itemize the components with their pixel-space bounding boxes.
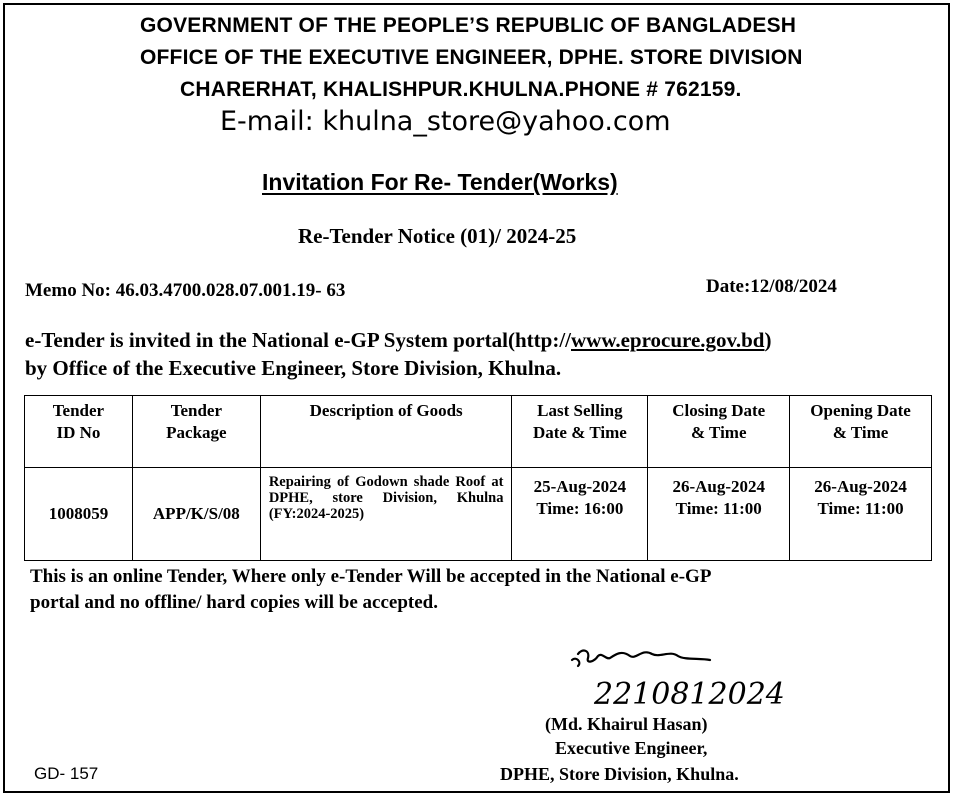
header-opening bbox=[790, 396, 932, 468]
cell-tender-id: 1008059 bbox=[25, 468, 133, 561]
cell-date: 26-Aug-2024 bbox=[672, 477, 765, 496]
header-tender-package bbox=[132, 396, 260, 468]
signature-initial bbox=[572, 659, 579, 666]
header-closing bbox=[648, 396, 790, 468]
eprocure-link[interactable]: www.eprocure.gov.bd bbox=[571, 328, 765, 352]
cell-last-selling bbox=[512, 468, 648, 561]
intro-line-2: by Office of the Executive Engineer, Store Division, Khulna. bbox=[25, 356, 562, 380]
handwritten-signature bbox=[560, 640, 840, 720]
online-notice bbox=[30, 564, 711, 616]
header-tender-id bbox=[25, 396, 133, 468]
table-header-row bbox=[25, 396, 932, 468]
header-text: Opening Date bbox=[810, 401, 911, 420]
page-title: Invitation For Re- Tender(Works) bbox=[262, 169, 618, 195]
cell-opening bbox=[790, 468, 932, 561]
footer-code: GD- 157 bbox=[34, 764, 99, 783]
intro-text: e-Tender is invited in the National e-GP System portal(http:// bbox=[25, 328, 571, 352]
tender-table bbox=[24, 395, 932, 561]
cell-time: Time: 16:00 bbox=[536, 499, 624, 518]
signatory-designation: Executive Engineer, bbox=[555, 738, 708, 758]
signatory-office: DPHE, Store Division, Khulna. bbox=[500, 764, 739, 784]
notice-number: Re-Tender Notice (01)/ 2024-25 bbox=[298, 224, 577, 248]
intro-paren: ) bbox=[764, 328, 772, 352]
header-text: & Time bbox=[832, 423, 889, 442]
header-text: & Time bbox=[690, 423, 747, 442]
header-text: Date & Time bbox=[532, 423, 627, 442]
memo-number: Memo No: 46.03.4700.028.07.001.19- 63 bbox=[25, 280, 346, 301]
notice-date: Date:12/08/2024 bbox=[706, 276, 837, 297]
header-text: Tender bbox=[170, 401, 223, 420]
header-office: OFFICE OF THE EXECUTIVE ENGINEER, DPHE. STORE DIVISION bbox=[140, 46, 803, 69]
cell-time: Time: 11:00 bbox=[675, 499, 762, 518]
cell-closing bbox=[648, 468, 790, 561]
header-text: ID No bbox=[56, 423, 101, 442]
cell-time: Time: 11:00 bbox=[817, 499, 904, 518]
signatory-name: (Md. Khairul Hasan) bbox=[545, 714, 708, 734]
cell-package: APP/K/S/08 bbox=[132, 468, 260, 561]
table-row bbox=[25, 468, 932, 561]
header-text: Tender bbox=[52, 401, 105, 420]
cell-description: Repairing of Godown shade Roof at DPHE, store Division, Khulna (FY:2024-2025) bbox=[260, 468, 512, 561]
header-government: GOVERNMENT OF THE PEOPLE’S REPUBLIC OF BANGLADESH bbox=[140, 14, 797, 37]
header-last-selling bbox=[512, 396, 648, 468]
header-email: E-mail: khulna_store@yahoo.com bbox=[220, 106, 671, 137]
online-notice-line-1: This is an online Tender, Where only e-Tender Will be accepted in the National e-GP bbox=[30, 566, 712, 587]
cell-date: 26-Aug-2024 bbox=[814, 477, 907, 496]
online-notice-line-2: portal and no offline/ hard copies will be accepted. bbox=[30, 592, 438, 613]
header-text: Last Selling bbox=[537, 401, 623, 420]
cell-date: 25-Aug-2024 bbox=[533, 477, 627, 496]
header-text: Package bbox=[166, 423, 227, 442]
header-description: Description of Goods bbox=[260, 396, 512, 468]
header-address: CHARERHAT, KHALISHPUR.KHULNA.PHONE # 762159. bbox=[180, 78, 742, 101]
signature-scribble bbox=[578, 651, 710, 662]
intro-paragraph bbox=[25, 326, 772, 382]
header-text: Closing Date bbox=[672, 401, 766, 420]
intro-line-1 bbox=[25, 326, 772, 354]
signature-date: 2210812024 bbox=[594, 677, 785, 712]
